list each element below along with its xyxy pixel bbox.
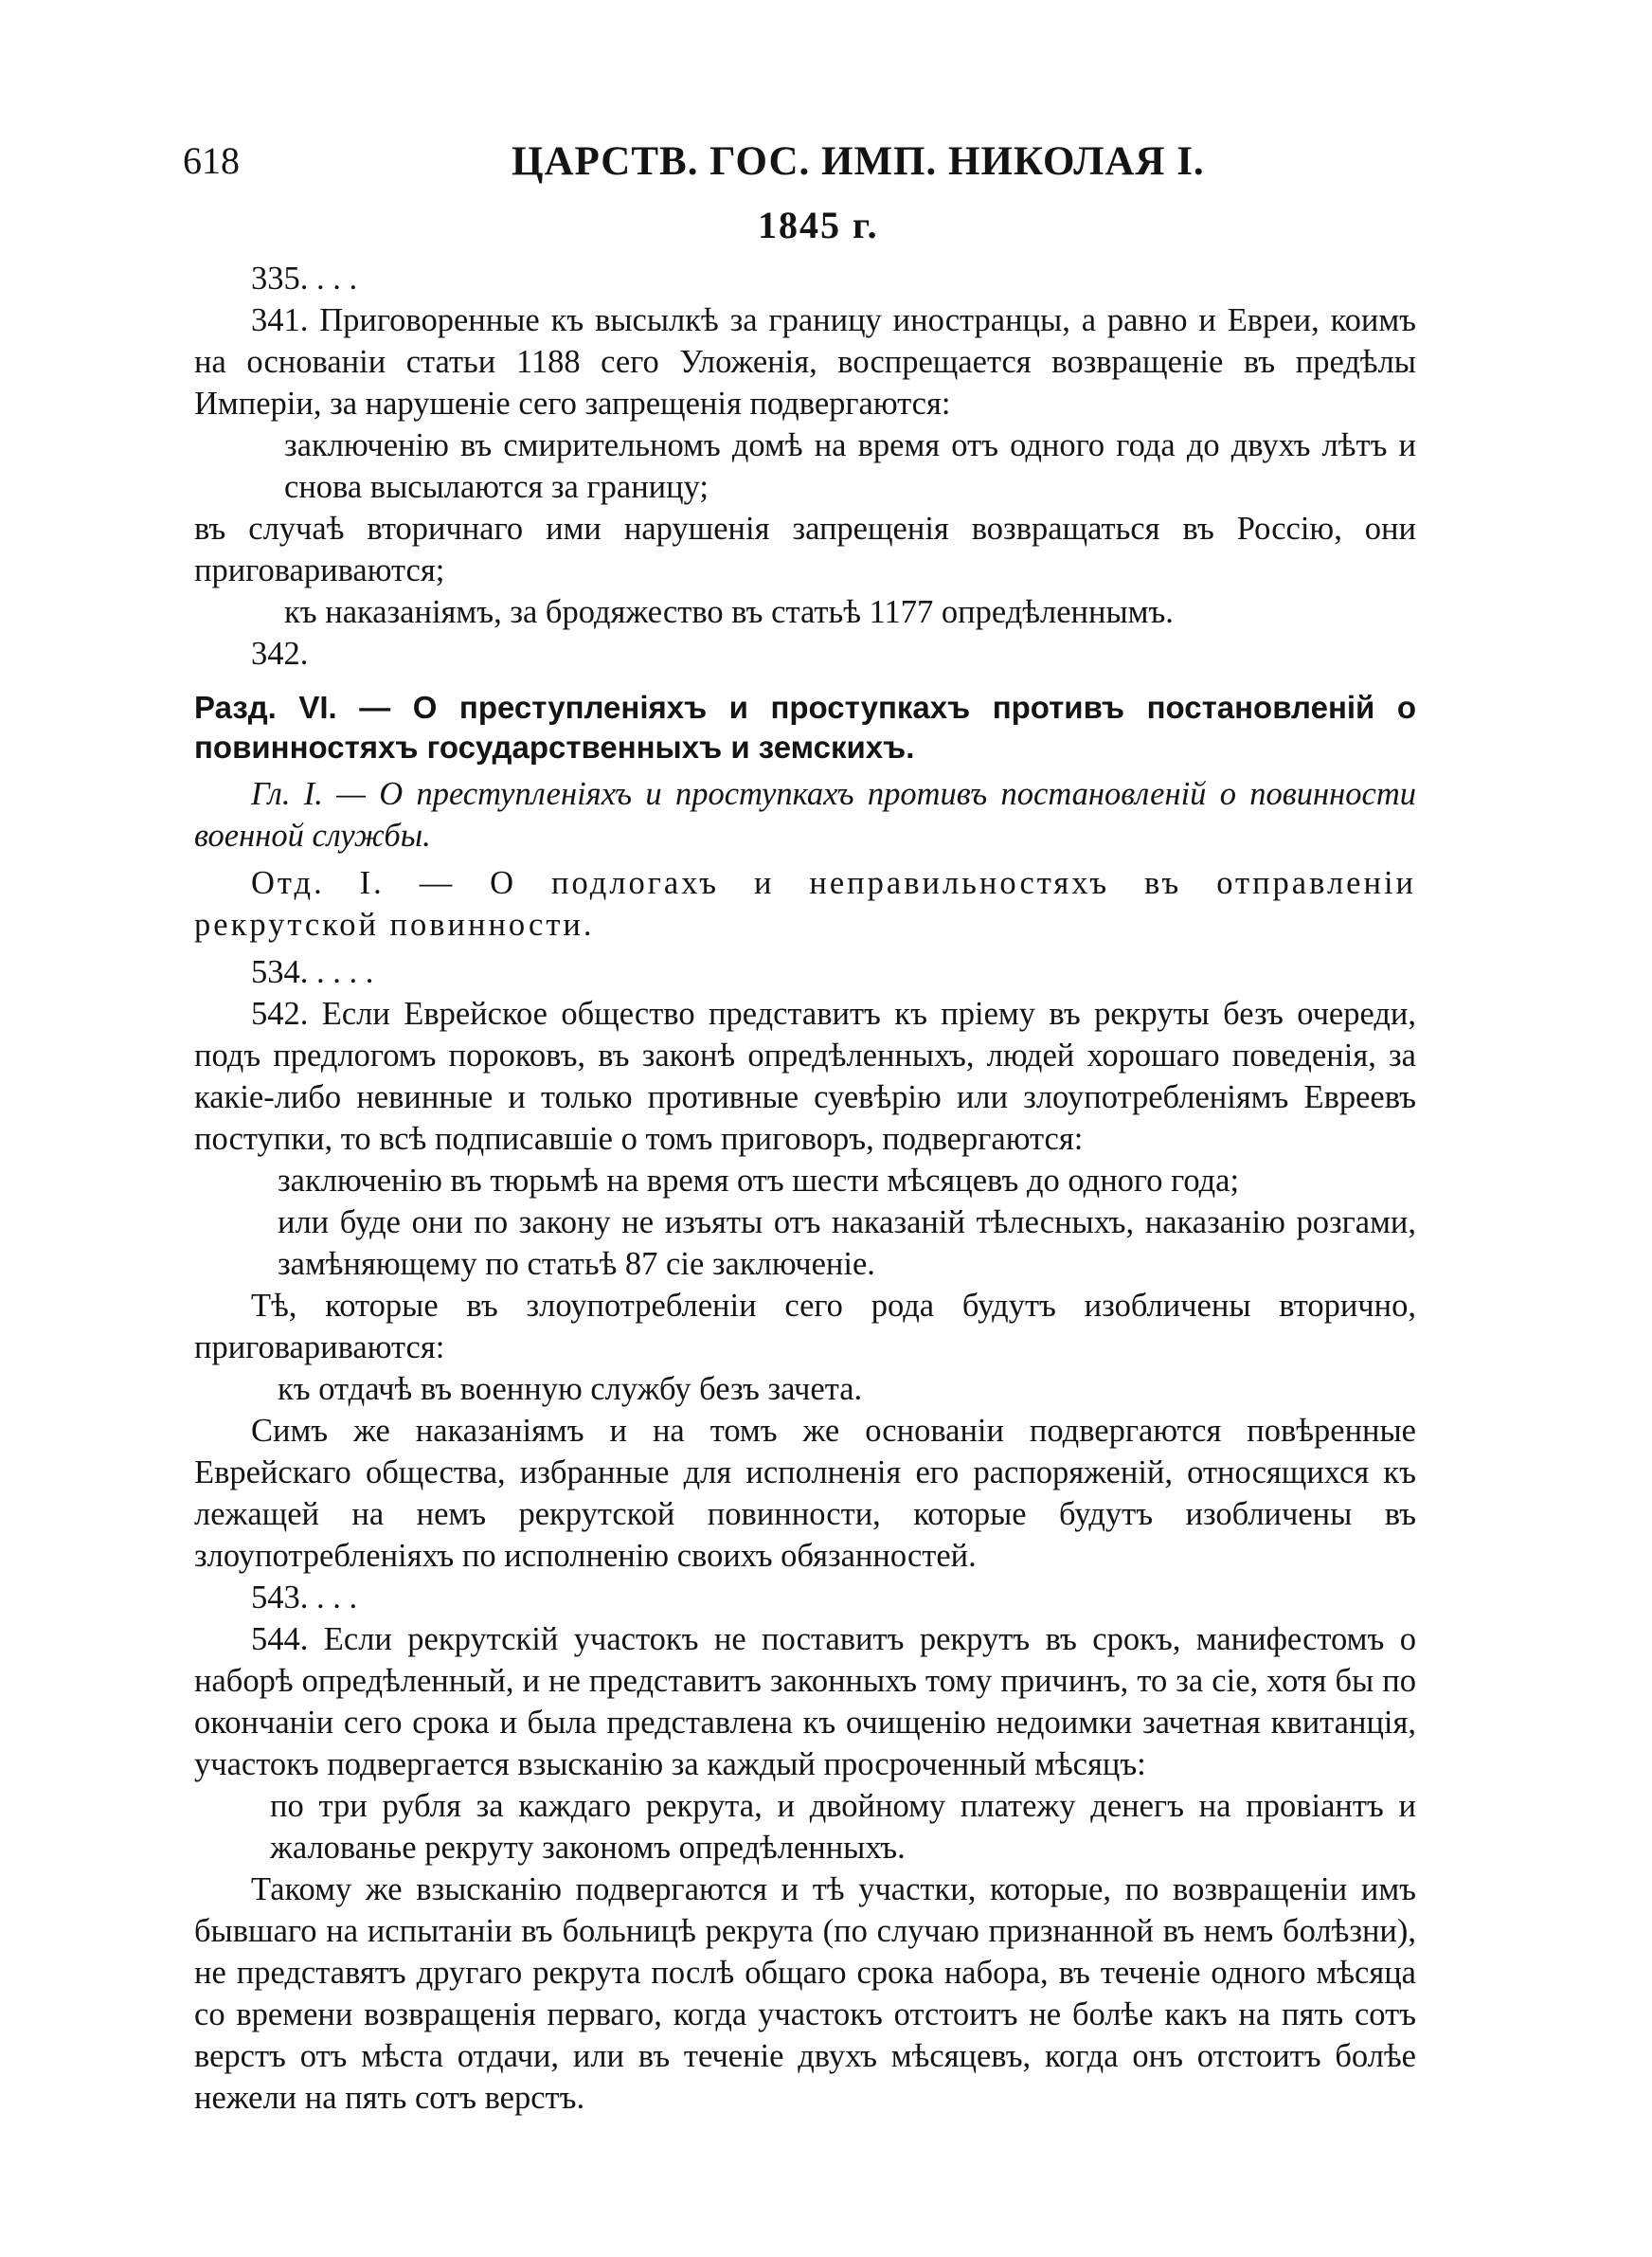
penalty-542-b: или буде они по закону не изъяты отъ наказаній тѣлесныхъ, наказанію розгами, замѣняющему по статьѣ 87 сіе заключеніе.: [278, 1204, 1416, 1282]
document-body: [194, 258, 1416, 2119]
article-534: 534. . . . .: [251, 954, 374, 990]
article-341: 341. Приговоренные къ высылкѣ за границу иностранцы, а равно и Евреи, коимъ на основаніи статьи 1188 сего Уложенія, воспрещается возвращеніе въ предѣлы Имперіи, за нарушеніе сего запрещенія подвергаются:: [194, 302, 1416, 422]
penalty-542-a: заключенію въ тюрьмѣ на время отъ шести мѣсяцевъ до одного года;: [278, 1163, 1240, 1199]
section-heading: Разд. VI. — О преступленіяхъ и проступкахъ противъ постановленій о повинностяхъ государственныхъ и земскихъ.: [194, 690, 1416, 765]
clause-341-repeat: въ случаѣ вторичнаго ими нарушенія запрещенія возвращаться въ Россію, они приговариваются;: [194, 511, 1416, 588]
chapter-heading: [194, 773, 1416, 857]
article-342: 342.: [251, 636, 309, 672]
running-title: ЦАРСТВ. ГОС. ИМП. НИКОЛАЯ I.: [512, 139, 1205, 184]
clause-542-repeat: Тѣ, которые въ злоупотребленіи сего рода будутъ изобличены вторично, приговариваются:: [194, 1288, 1416, 1365]
article-542: 542. Если Еврейское общество представитъ къ пріему въ рекруты безъ очереди, подъ предлогомъ пороковъ, въ законѣ опредѣленныхъ, людей хорошаго поведенія, за какіе-либо невинные и только противные суевѣрію или злоупотребленіямъ Евреевъ поступки, то всѣ подписавшіе о томъ приговоръ, подвергаются:: [194, 996, 1416, 1157]
subsection-heading: Отд. I. — О подлогахъ и неправильностяхъ въ отправленіи рекрутской повинности.: [194, 865, 1416, 943]
article-543: 543. . . .: [251, 1580, 358, 1616]
penalty-341-a: заключенію въ смирительномъ домѣ на время отъ одного года до двухъ лѣтъ и снова высылаются за границу;: [284, 427, 1416, 505]
clause-542-agents: Симъ же наказаніямъ и на томъ же основаніи подвергаются повѣренные Еврейскаго общества, избранные для исполненія его распоряженій, относящихся къ лежащей на немъ рекрутской повинности, которые будутъ изобличены въ злоупотребленіяхъ по исполненію своихъ обязанностей.: [194, 1413, 1416, 1574]
chapter-heading-text: Гл. I. — О преступленіяхъ и проступкахъ противъ постановленій о повинности военной службы.: [194, 776, 1416, 854]
article-335: 335. . . .: [251, 261, 358, 297]
penalty-542-c: къ отдачѣ въ военную службу безъ зачета.: [278, 1371, 863, 1407]
penalty-544: по три рубля за каждаго рекрута, и двойному платежу денегъ на провіантъ и жалованье рекруту закономъ опредѣленныхъ.: [270, 1788, 1416, 1866]
clause-544-hospital: Такому же взысканію подвергаются и тѣ участки, которые, по возвращеніи имъ бывшаго на испытаніи въ больницѣ рекрута (по случаю признанной въ немъ болѣзни), не представятъ другаго рекрута послѣ общаго срока набора, въ теченіе одного мѣсяца со времени возвращенія перваго, когда участокъ отстоитъ не болѣе какъ на пять сотъ верстъ отъ мѣста отдачи, или въ теченіе двухъ мѣсяцевъ, когда онъ отстоитъ болѣе нежели на пять сотъ верстъ.: [194, 1871, 1416, 2116]
penalty-341-b: къ наказаніямъ, за бродяжество въ статьѣ 1177 опредѣленнымъ.: [284, 594, 1174, 630]
page-number: 618: [183, 139, 240, 182]
article-544: 544. Если рекрутскій участокъ не поставитъ рекрутъ въ срокъ, манифестомъ о наборѣ опредѣленный, и не представитъ законныхъ тому причинъ, то за сіе, хотя бы по окончаніи сего срока и была представлена къ очищенію недоимки зачетная квитанція, участокъ подвергается взысканію за каждый просроченный мѣсяцъ:: [194, 1621, 1416, 1782]
year-heading: 1845 г.: [758, 204, 879, 246]
